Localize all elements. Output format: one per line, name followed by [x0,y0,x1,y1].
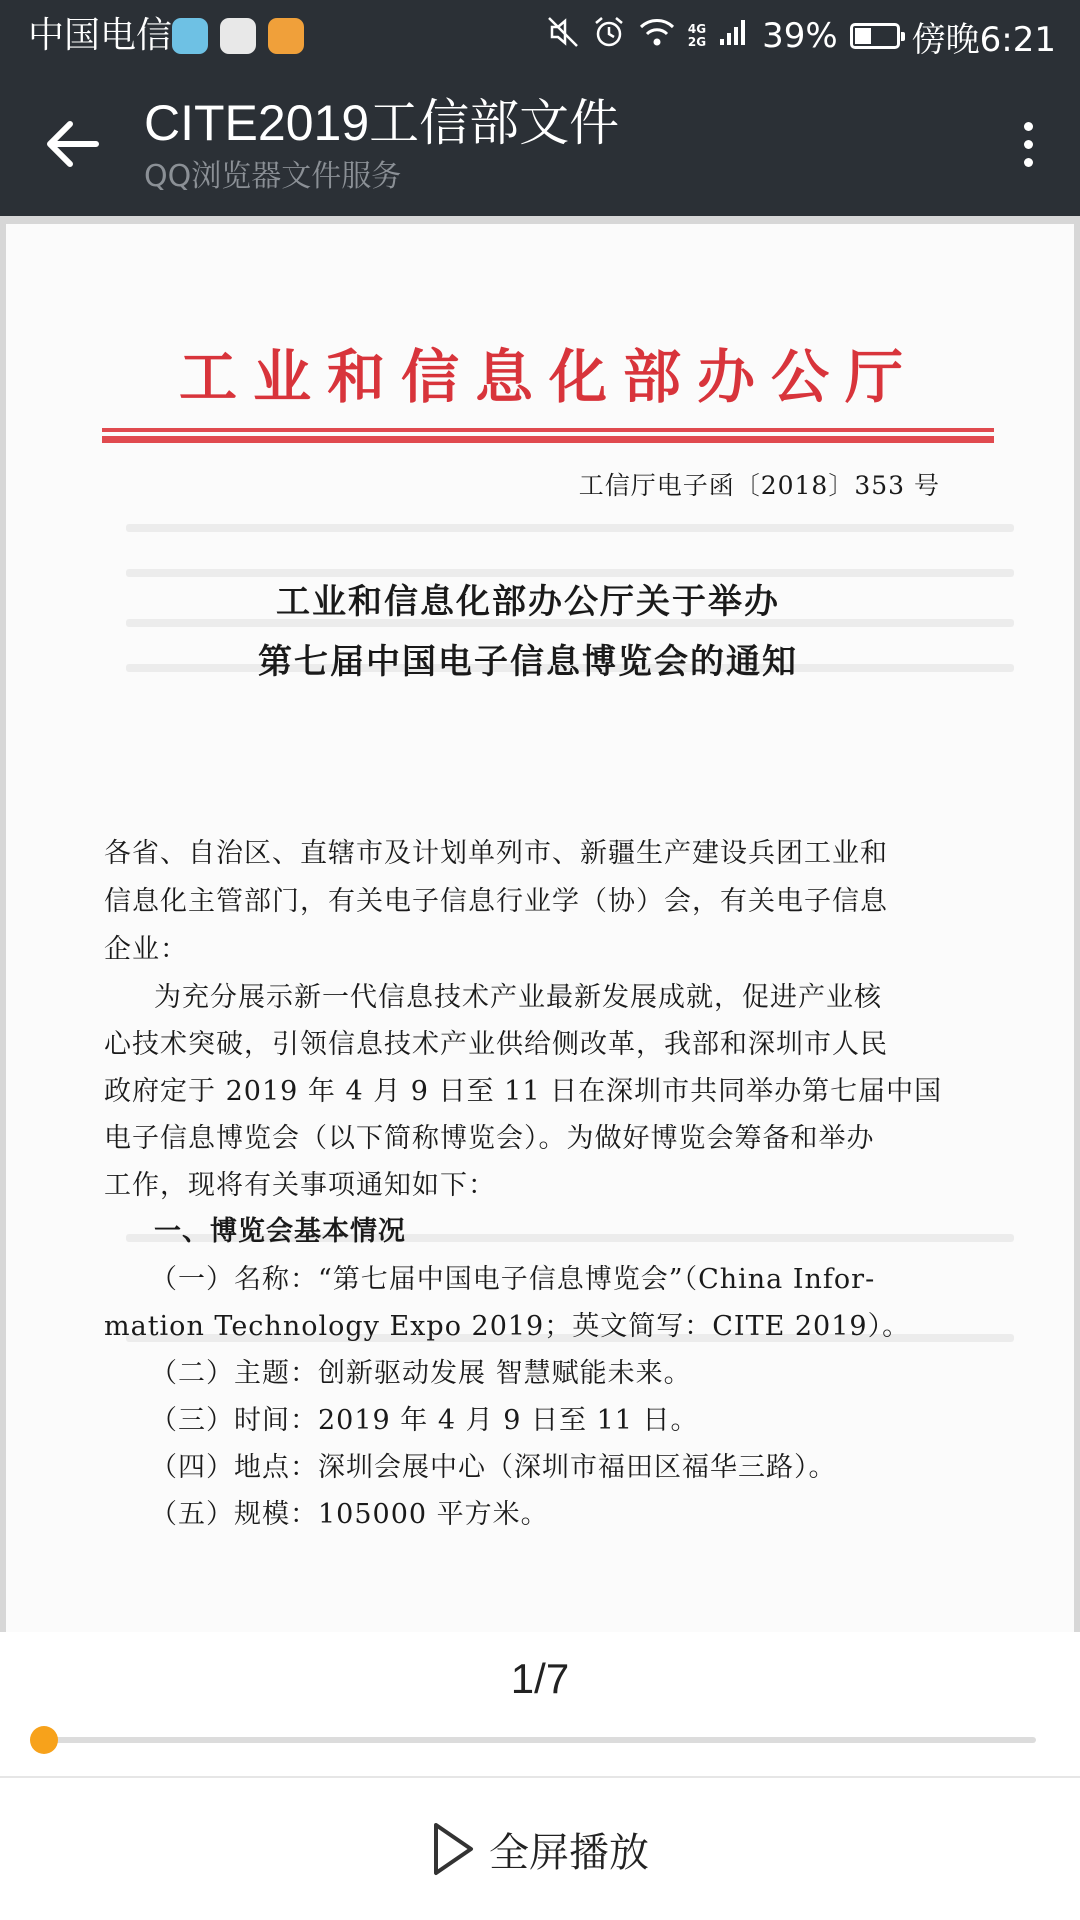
addressee-line: 各省、自治区、直辖市及计划单列市、新疆生产建设兵团工业和 [104,838,888,869]
app-browser-icon [172,18,208,54]
section-heading: 一、博览会基本情况 [154,1216,406,1247]
paragraph-line: 政府定于 2019 年 4 月 9 日至 11 日在深圳市共同举办第七届中国 [104,1076,943,1107]
page-slider-thumb[interactable] [30,1726,58,1754]
fullscreen-play-button[interactable] [0,1778,1080,1920]
fullscreen-play-label: 全屏播放 [489,1829,649,1876]
paragraph-line: 为充分展示新一代信息技术产业最新发展成就，促进产业核 [154,982,882,1013]
paragraph-line: 电子信息博览会（以下简称博览会）。为做好博览会筹备和举办 [104,1123,875,1154]
wifi-icon [638,15,676,58]
carrier-name: 中国电信 [28,15,173,56]
heading-line: 第七届中国电子信息博览会的通知 [258,642,798,682]
signal-icon [718,16,750,56]
clock: 傍晚6:21 [911,19,1056,60]
more-vertical-icon-dot [1024,140,1033,149]
network-badge-top: 4G [687,22,707,36]
network-badge-bottom: 2G [687,35,707,49]
status-bar [0,0,1080,72]
document-heading [6,572,1074,692]
back-button[interactable] [38,108,110,180]
status-icons [546,14,1056,58]
network-type-icon [688,23,706,49]
list-item: （一）名称：“第七届中国电子信息博览会”（China Infor- [150,1264,876,1295]
document-number: 工信厅电子函〔2018〕353 号 [578,471,940,500]
paragraph-line: 工作，现将有关事项通知如下： [104,1170,496,1201]
header-red-rule-thick [102,436,994,443]
play-icon [431,1821,475,1877]
list-item: mation Technology Expo 2019；英文简写：CITE 2019）。 [104,1311,911,1342]
paragraph-line: 心技术突破，引领信息技术产业供给侧改革，我部和深圳市人民 [104,1029,888,1060]
page-navigator [0,1632,1080,1776]
page-slider-track[interactable] [44,1737,1036,1743]
list-item: （三）时间：2019 年 4 月 9 日至 11 日。 [150,1405,699,1436]
more-options-button[interactable] [998,114,1058,174]
notification-app-icons [172,18,304,54]
arrow-left-icon [38,108,110,180]
document-subtitle: QQ浏览器文件服务 [144,159,402,194]
show-through-line [126,524,1014,532]
header-red-rule-thin [102,428,994,432]
document-title: CITE2019工信部文件 [144,95,620,151]
issuing-authority-header: 工业和信息化部办公厅 [178,343,919,411]
app-baidu-icon [220,18,256,54]
app-qq-browser-icon [268,18,304,54]
battery-percent: 39% [762,16,838,56]
addressee-line: 企业： [104,934,188,965]
list-item: （五）规模：105000 平方米。 [150,1499,549,1530]
battery-fill [855,28,871,44]
more-vertical-icon [1024,122,1033,131]
app-bar [0,72,1080,216]
heading-line: 工业和信息化部办公厅关于举办 [276,582,780,622]
list-item: （四）地点：深圳会展中心（深圳市福田区福华三路）。 [150,1452,837,1483]
mute-icon [546,15,580,58]
list-item: （二）主题：创新驱动发展 智慧赋能未来。 [150,1358,692,1389]
more-vertical-icon-dot [1024,158,1033,167]
document-page [6,224,1074,1632]
alarm-icon [592,15,626,58]
battery-icon [850,23,900,49]
bottom-action-bar [0,1778,1080,1920]
addressee-line: 信息化主管部门，有关电子信息行业学（协）会，有关电子信息 [104,886,888,917]
document-viewer[interactable] [0,216,1080,1632]
page-indicator: 1/7 [510,1655,570,1702]
